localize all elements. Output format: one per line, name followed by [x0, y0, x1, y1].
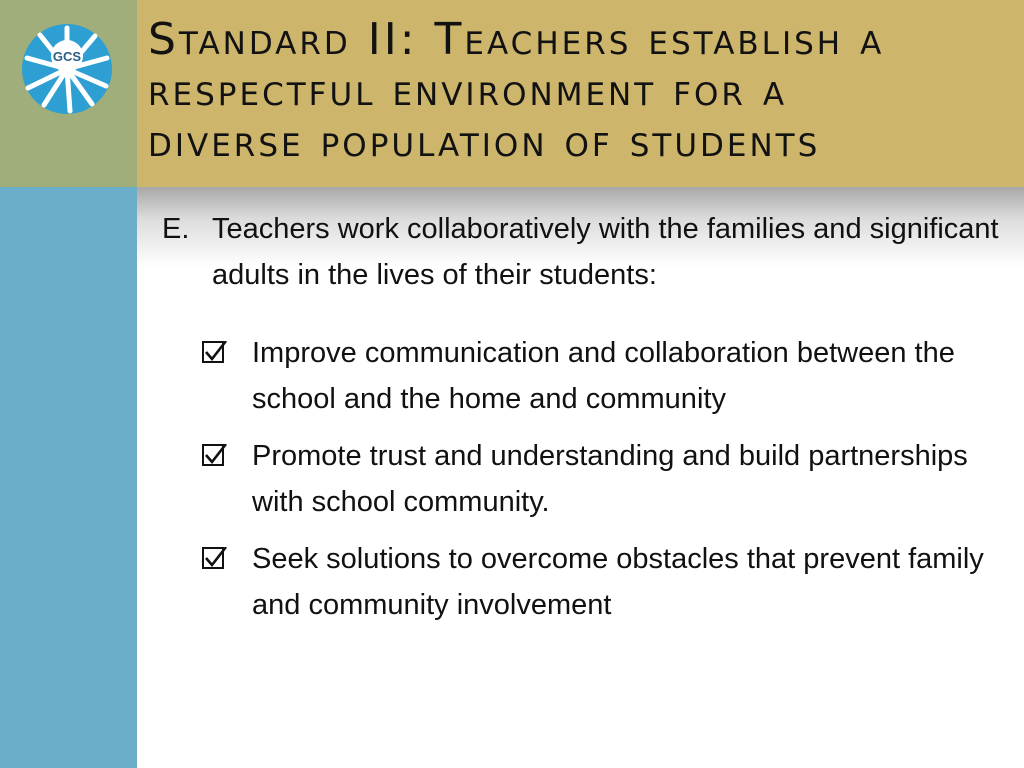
title-line-1: Standard II: Teachers establish a — [148, 14, 885, 65]
title-line-2: respectful environment for a — [148, 65, 788, 116]
main-item-text: Teachers work collaboratively with the families and significant adults in the lives of their students: — [212, 213, 999, 291]
checkbox-checked-icon — [202, 433, 252, 525]
title-line-3: diverse population of students — [148, 116, 821, 167]
logo-panel — [0, 0, 137, 187]
checkbox-checked-icon — [202, 330, 252, 422]
checklist-item — [202, 330, 1002, 422]
checklist-item-text: Seek solutions to overcome obstacles that prevent family and community involvement — [252, 543, 984, 621]
checklist — [202, 330, 1002, 628]
logo-text: GCS — [52, 49, 82, 64]
main-list-item — [162, 206, 1002, 298]
checklist-item-text: Improve communication and collaboration between the school and the home and community — [252, 337, 955, 415]
gcs-logo — [0, 0, 137, 187]
left-decorative-band — [0, 187, 137, 768]
checklist-item-text: Promote trust and understanding and build partnerships with school community. — [252, 440, 968, 518]
checklist-item — [202, 536, 1002, 628]
list-marker: E. — [162, 213, 190, 245]
slide-title — [148, 14, 1018, 167]
checkbox-checked-icon — [202, 536, 252, 628]
slide-body — [162, 206, 1002, 639]
checklist-item — [202, 433, 1002, 525]
